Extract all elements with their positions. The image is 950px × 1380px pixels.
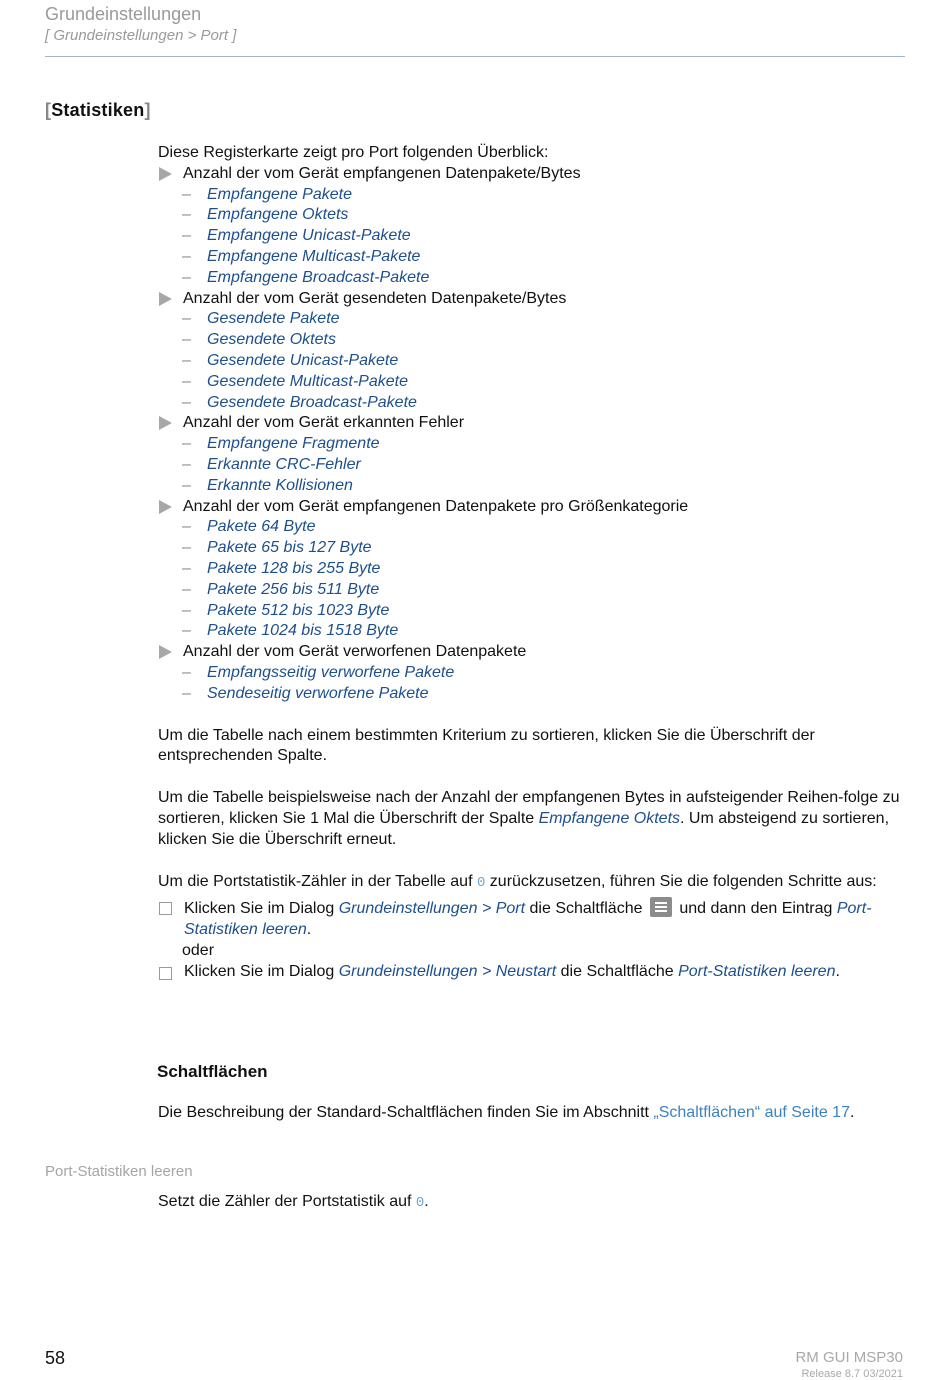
list-item xyxy=(158,580,908,601)
list-item xyxy=(158,185,908,206)
step2-text-a: Klicken Sie im Dialog xyxy=(184,962,339,980)
sub-text-b: . xyxy=(424,1193,429,1210)
clear-stats-description xyxy=(158,1193,429,1211)
bracket-open: [ xyxy=(45,100,52,120)
step1-text-d: . xyxy=(306,921,312,939)
list-group xyxy=(158,642,908,663)
list-item xyxy=(158,309,908,330)
document-name: RM GUI MSP30 xyxy=(795,1349,903,1366)
triangle-bullet-icon xyxy=(159,416,172,430)
statistic-link[interactable]: Pakete 128 bis 255 Byte xyxy=(207,559,381,577)
bracket-close: ] xyxy=(144,100,151,120)
dash-bullet: – xyxy=(182,663,191,681)
buttons-paragraph xyxy=(158,1104,854,1122)
list-item xyxy=(158,476,908,497)
list-item xyxy=(158,684,908,705)
clear-port-stats-link[interactable]: Port-Statistiken leeren xyxy=(184,900,872,939)
intro-text: Diese Registerkarte zeigt pro Port folgenden Überblick: xyxy=(158,144,549,161)
clear-stats-label: Port-Statistiken leeren xyxy=(45,1163,193,1180)
list-group-label: Anzahl der vom Gerät empfangenen Datenpakete/Bytes xyxy=(183,164,581,182)
dash-bullet: – xyxy=(182,684,191,702)
step-item xyxy=(158,897,908,941)
triangle-bullet-icon xyxy=(159,500,172,514)
statistic-link[interactable]: Erkannte CRC-Fehler xyxy=(207,455,361,473)
list-item xyxy=(158,517,908,538)
checkbox-icon xyxy=(159,967,172,980)
or-text: oder xyxy=(182,941,215,959)
checkbox-icon xyxy=(159,902,172,915)
list-item xyxy=(158,601,908,622)
content-body xyxy=(158,143,908,982)
step-text xyxy=(184,897,908,941)
list-item xyxy=(158,268,908,289)
step-item xyxy=(158,962,908,983)
dash-bullet: – xyxy=(182,476,191,494)
statistic-link[interactable]: Pakete 65 bis 127 Byte xyxy=(207,539,372,557)
list-item xyxy=(158,559,908,580)
list-item xyxy=(158,621,908,642)
dash-bullet: – xyxy=(182,393,191,411)
dash-bullet: – xyxy=(182,372,191,390)
list-item xyxy=(158,205,908,226)
dash-bullet: – xyxy=(182,539,191,557)
statistic-link[interactable]: Gesendete Unicast-Pakete xyxy=(207,351,399,369)
list-group xyxy=(158,497,908,518)
list-item xyxy=(158,663,908,684)
statistic-link[interactable]: Empfangene Pakete xyxy=(207,185,352,203)
zero-value: 0 xyxy=(415,1195,425,1211)
list-item xyxy=(158,538,908,559)
statistic-link[interactable]: Empfangene Oktets xyxy=(207,206,349,224)
sort-paragraph: Um die Tabelle nach einem bestimmten Kriterium zu sortieren, klicken Sie die Überschrift der entsprechenden Spalte. xyxy=(158,726,815,765)
column-link[interactable]: Empfangene Oktets xyxy=(538,809,681,827)
header-title: Grundeinstellungen xyxy=(45,4,202,24)
page-number: 58 xyxy=(45,1348,66,1368)
reset-text-a: Um die Portstatistik-Zähler in der Tabelle auf xyxy=(158,872,477,890)
dash-bullet: – xyxy=(182,580,191,598)
statistics-list xyxy=(158,164,908,705)
list-group-label: Anzahl der vom Gerät empfangenen Datenpakete pro Größenkategorie xyxy=(183,497,689,515)
statistic-link[interactable]: Empfangene Multicast-Pakete xyxy=(207,247,421,265)
breadcrumb: [ Grundeinstellungen > Port ] xyxy=(45,27,237,44)
triangle-bullet-icon xyxy=(159,167,172,181)
statistic-link[interactable]: Pakete 1024 bis 1518 Byte xyxy=(207,622,399,640)
clear-port-stats-link[interactable]: Port-Statistiken leeren xyxy=(678,962,836,980)
dash-bullet: – xyxy=(182,331,191,349)
example-paragraph xyxy=(158,788,908,850)
zero-value: 0 xyxy=(476,874,486,891)
dash-bullet: – xyxy=(182,185,191,203)
buttons-heading: Schaltflächen xyxy=(157,1062,268,1081)
sub-text-a: Setzt die Zähler der Portstatistik auf xyxy=(158,1193,416,1210)
step2-text-b: die Schaltfläche xyxy=(556,962,679,980)
statistic-link[interactable]: Erkannte Kollisionen xyxy=(207,476,353,494)
statistic-link[interactable]: Pakete 512 bis 1023 Byte xyxy=(207,601,390,619)
dialog-restart-link[interactable]: Grundeinstellungen > Neustart xyxy=(338,962,557,980)
list-item xyxy=(158,226,908,247)
dash-bullet: – xyxy=(182,622,191,640)
statistic-link[interactable]: Sendeseitig verworfene Pakete xyxy=(207,684,429,702)
list-group-label: Anzahl der vom Gerät verworfenen Datenpakete xyxy=(183,643,527,661)
dash-bullet: – xyxy=(182,435,191,453)
dash-bullet: – xyxy=(182,247,191,265)
reset-text-b: zurückzusetzen, führen Sie die folgenden Schritte aus: xyxy=(485,872,877,890)
step2-text-c: . xyxy=(835,962,840,980)
dash-bullet: – xyxy=(182,601,191,619)
dash-bullet: – xyxy=(182,559,191,577)
list-item xyxy=(158,455,908,476)
dash-bullet: – xyxy=(182,310,191,328)
menu-icon xyxy=(650,897,672,917)
statistic-link[interactable]: Gesendete Broadcast-Pakete xyxy=(207,393,417,411)
list-group xyxy=(158,164,908,185)
list-item xyxy=(158,351,908,372)
statistic-link[interactable]: Empfangene Unicast-Pakete xyxy=(207,227,411,245)
step1-text-a: Klicken Sie im Dialog xyxy=(184,900,339,918)
buttons-text-b: . xyxy=(849,1104,855,1121)
dash-bullet: – xyxy=(182,227,191,245)
list-item xyxy=(158,247,908,268)
list-group xyxy=(158,413,908,434)
statistic-link[interactable]: Pakete 64 Byte xyxy=(207,518,316,536)
statistic-link[interactable]: Gesendete Oktets xyxy=(207,331,336,349)
list-item xyxy=(158,434,908,455)
dash-bullet: – xyxy=(182,455,191,473)
section-title xyxy=(45,100,151,121)
buttons-text-a: Die Beschreibung der Standard-Schaltflächen finden Sie im Abschnitt xyxy=(158,1104,654,1121)
statistic-link[interactable]: Pakete 256 bis 511 Byte xyxy=(207,580,380,598)
list-item xyxy=(158,330,908,351)
list-item xyxy=(158,372,908,393)
list-group xyxy=(158,289,908,310)
statistic-link[interactable]: Empfangene Fragmente xyxy=(207,435,380,453)
statistic-link[interactable]: Empfangene Broadcast-Pakete xyxy=(207,268,430,286)
statistic-link[interactable]: Gesendete Pakete xyxy=(207,310,340,328)
dash-bullet: – xyxy=(182,268,191,286)
buttons-xref-link[interactable]: „Schaltflächen“ auf Seite 17 xyxy=(653,1104,850,1121)
statistic-link[interactable]: Empfangsseitig verworfene Pakete xyxy=(207,663,455,681)
triangle-bullet-icon xyxy=(159,292,172,306)
list-group-label: Anzahl der vom Gerät erkannten Fehler xyxy=(183,414,465,432)
release-info: Release 8.7 03/2021 xyxy=(801,1368,903,1380)
dash-bullet: – xyxy=(182,518,191,536)
step1-text-b: die Schaltfläche xyxy=(525,900,647,918)
list-item xyxy=(158,393,908,414)
header-divider xyxy=(45,56,905,57)
steps-list xyxy=(158,897,908,982)
section-title-text: Statistiken xyxy=(51,100,145,120)
step1-text-c: und dann den Eintrag xyxy=(674,900,837,918)
dash-bullet: – xyxy=(182,351,191,369)
dash-bullet: – xyxy=(182,206,191,224)
list-group-label: Anzahl der vom Gerät gesendeten Datenpakete/Bytes xyxy=(183,289,567,307)
dialog-port-link[interactable]: Grundeinstellungen > Port xyxy=(338,900,526,918)
step-text xyxy=(184,962,840,983)
triangle-bullet-icon xyxy=(159,645,172,659)
statistic-link[interactable]: Gesendete Multicast-Pakete xyxy=(207,372,408,390)
example-text-a: Um die Tabelle beispielsweise nach der Anzahl der empfangenen Bytes in aufsteigender Reihen-folge zu sortieren, klicken Sie 1 Mal die Überschrift der Spalte xyxy=(158,789,900,827)
reset-paragraph xyxy=(158,872,908,894)
example-text-b: . Um absteigend zu sortieren, klicken Sie die Überschrift erneut. xyxy=(158,809,890,848)
